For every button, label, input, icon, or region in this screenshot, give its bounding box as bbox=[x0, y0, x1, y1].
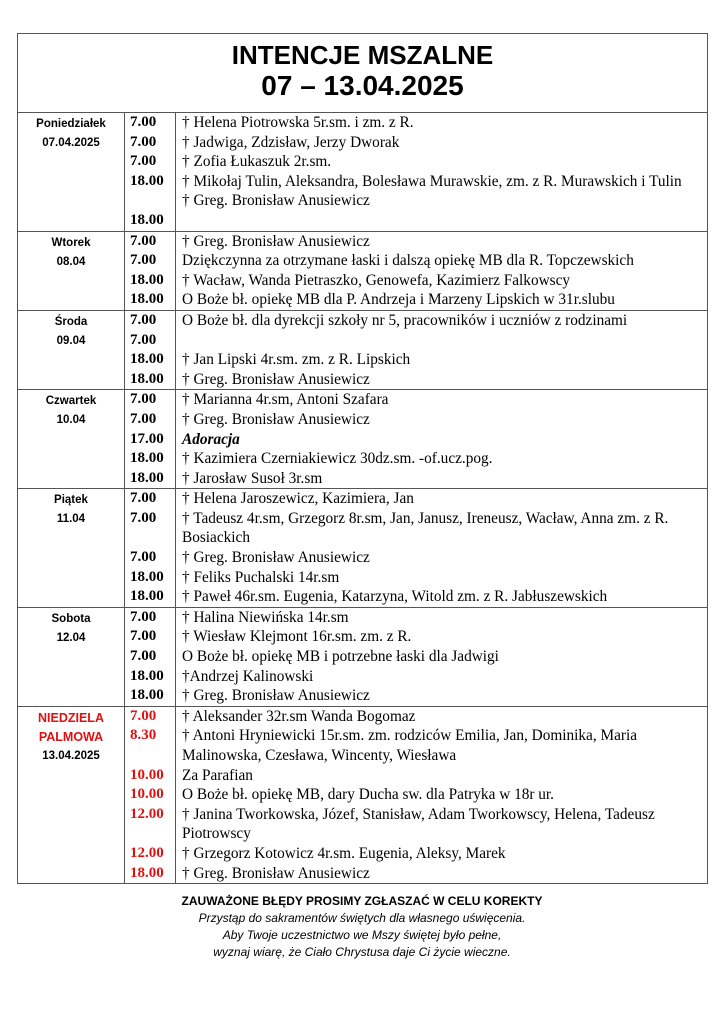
mass-time: 10.00 bbox=[130, 766, 164, 783]
day-row bbox=[18, 113, 708, 232]
mass-time: 7.00 bbox=[130, 628, 157, 645]
day-cell bbox=[18, 607, 125, 706]
mass-time: 7.00 bbox=[130, 232, 157, 249]
intention-text: † Paweł 46r.sm. Eugenia, Katarzyna, Witold zm. z R. Jabłuszewskich bbox=[182, 588, 608, 606]
intention-text: † Marianna 4r.sm, Antoni Szafara bbox=[182, 391, 389, 409]
mass-time: 7.00 bbox=[130, 549, 157, 566]
times-cell bbox=[125, 113, 176, 232]
footer bbox=[0, 893, 724, 961]
intention-text: O Boże bł. dla dyrekcji szkoły nr 5, pracowników i uczniów z rodzinami bbox=[182, 311, 628, 329]
footer-heading: ZAUWAŻONE BŁĘDY PROSIMY ZGŁASZAĆ W CELU KOREKTY bbox=[181, 894, 543, 908]
day-date: 09.04 bbox=[56, 334, 86, 347]
day-row bbox=[18, 390, 708, 489]
day-cell bbox=[18, 310, 125, 389]
intentions-cell bbox=[176, 310, 708, 389]
intentions-table bbox=[17, 112, 708, 884]
mass-time: 18.00 bbox=[130, 450, 164, 467]
intention-text: † Greg. Bronisław Anusiewicz bbox=[182, 549, 370, 567]
mass-time: 18.00 bbox=[130, 568, 164, 585]
times-cell bbox=[125, 489, 176, 608]
intention-text: † Halina Niewińska 14r.sm bbox=[182, 608, 349, 626]
mass-time: 18.00 bbox=[130, 687, 164, 704]
day-cell bbox=[18, 113, 125, 232]
intention-text: † Helena Jaroszewicz, Kazimiera, Jan bbox=[182, 490, 414, 508]
mass-time: 18.00 bbox=[130, 667, 164, 684]
intention-text: †Andrzej Kalinowski bbox=[182, 667, 314, 685]
intention-text: O Boże bł. opiekę MB, dary Ducha sw. dla Patryka w 18r ur. bbox=[182, 786, 555, 804]
intention-text: Adoracja bbox=[182, 430, 240, 448]
intention-text: † Grzegorz Kotowicz 4r.sm. Eugenia, Aleksy, Marek bbox=[182, 844, 506, 862]
intention-text: † Greg. Bronisław Anusiewicz bbox=[182, 864, 370, 882]
mass-time: 18.00 bbox=[130, 271, 164, 288]
mass-time: 18.00 bbox=[130, 864, 164, 881]
mass-time: 7.00 bbox=[130, 133, 157, 150]
day-row bbox=[18, 310, 708, 389]
intention-text: † Wacław, Wanda Pietraszko, Genowefa, Kazimierz Falkowscy bbox=[182, 271, 571, 289]
intentions-cell bbox=[176, 390, 708, 489]
mass-time: 8.30 bbox=[130, 727, 157, 744]
mass-time: 18.00 bbox=[130, 172, 164, 189]
mass-time: 7.00 bbox=[130, 410, 157, 427]
day-name: Wtorek bbox=[51, 236, 91, 249]
intention-text: † Janina Tworkowska, Józef, Stanisław, Adam Tworkowscy, Helena, Tadeusz Piotrowscy bbox=[182, 805, 655, 843]
day-name: Czwartek bbox=[45, 395, 97, 408]
intention-text: Za Parafian bbox=[182, 766, 253, 784]
intention-text: † Jadwiga, Zdzisław, Jerzy Dworak bbox=[182, 133, 400, 151]
mass-time: 7.00 bbox=[130, 311, 157, 328]
day-row bbox=[18, 607, 708, 706]
times-cell bbox=[125, 607, 176, 706]
intention-text: † Mikołaj Tulin, Aleksandra, Bolesława Murawskie, zm. z R. Murawskich i Tulin bbox=[182, 172, 682, 190]
mass-time: 7.00 bbox=[130, 331, 157, 348]
day-row bbox=[18, 231, 708, 310]
mass-time: 7.00 bbox=[130, 707, 157, 724]
mass-time: 7.00 bbox=[130, 252, 157, 269]
day-name: Piątek bbox=[54, 494, 88, 507]
footer-line: wyznaj wiarę, że Ciało Chrystusa daje Ci życie wieczne. bbox=[213, 945, 511, 959]
page-title: INTENCJE MSZALNE bbox=[231, 40, 494, 70]
intention-text bbox=[176, 331, 707, 351]
day-date: 07.04.2025 bbox=[42, 137, 100, 149]
mass-time: 7.00 bbox=[130, 490, 157, 507]
mass-time: 18.00 bbox=[130, 351, 164, 368]
intention-text: † Feliks Puchalski 14r.sm bbox=[182, 568, 340, 586]
intention-text: † Greg. Bronisław Anusiewicz bbox=[182, 192, 370, 210]
intention-text: O Boże bł. opiekę MB i potrzebne łaski dla Jadwigi bbox=[182, 648, 499, 666]
intention-text: † Tadeusz 4r.sm, Grzegorz 8r.sm, Jan, Janusz, Ireneusz, Wacław, Anna zm. z R. Bosiackich bbox=[182, 509, 669, 547]
intentions-cell bbox=[176, 706, 708, 883]
intentions-cell bbox=[176, 231, 708, 310]
intention-text: † Wiesław Klejmont 16r.sm. zm. z R. bbox=[182, 628, 412, 646]
day-date: 11.04 bbox=[56, 513, 86, 526]
date-range-title: 07 – 13.04.2025 bbox=[261, 70, 464, 101]
mass-time: 7.00 bbox=[130, 153, 157, 170]
mass-time: 18.00 bbox=[130, 588, 164, 605]
intentions-cell bbox=[176, 113, 708, 232]
mass-time: 18.00 bbox=[130, 291, 164, 308]
intention-text: O Boże bł. opiekę MB dla P. Andrzeja i Marzeny Lipskich w 31r.slubu bbox=[182, 291, 615, 309]
footer-line: Przystąp do sakramentów świętych dla własnego uświęcenia. bbox=[198, 911, 526, 925]
times-cell bbox=[125, 706, 176, 883]
mass-time: 18.00 bbox=[130, 469, 164, 486]
day-name: Poniedziałek bbox=[36, 118, 106, 130]
intentions-cell bbox=[176, 489, 708, 608]
intention-text: † Greg. Bronisław Anusiewicz bbox=[182, 410, 370, 428]
mass-time: 12.00 bbox=[130, 844, 164, 861]
mass-time: 18.00 bbox=[130, 370, 164, 387]
day-name: Środa bbox=[54, 315, 88, 328]
intention-text: † Kazimiera Czerniakiewicz 30dz.sm. -of.ucz.pog. bbox=[182, 450, 493, 468]
times-cell bbox=[125, 231, 176, 310]
day-date: 12.04 bbox=[56, 631, 86, 644]
day-date: 13.04.2025 bbox=[42, 749, 100, 762]
day-name: NIEDZIELA PALMOWA bbox=[38, 710, 104, 744]
mass-time: 7.00 bbox=[130, 509, 157, 526]
footer-line: Aby Twoje uczestnictwo we Mszy świętej było pełne, bbox=[222, 928, 502, 942]
mass-intentions-sheet bbox=[17, 33, 708, 884]
day-cell bbox=[18, 489, 125, 608]
intention-text: † Greg. Bronisław Anusiewicz bbox=[182, 370, 370, 388]
day-date: 10.04 bbox=[56, 414, 86, 427]
day-cell bbox=[18, 706, 125, 883]
intention-text: † Greg. Bronisław Anusiewicz bbox=[182, 687, 370, 705]
mass-time: 18.00 bbox=[130, 211, 164, 228]
intention-text: † Zofia Łukaszuk 2r.sm. bbox=[182, 153, 332, 171]
intention-text: † Antoni Hryniewicki 15r.sm. zm. rodziców Emilia, Jan, Dominika, Maria Malinowska, Czesława, Wincenty, Wiesława bbox=[182, 727, 637, 764]
day-row bbox=[18, 706, 708, 883]
intention-text: † Greg. Bronisław Anusiewicz bbox=[182, 232, 370, 250]
mass-time: 7.00 bbox=[130, 608, 157, 625]
intentions-cell bbox=[176, 607, 708, 706]
title-box bbox=[17, 33, 708, 112]
mass-time: 12.00 bbox=[130, 805, 164, 822]
day-name: Sobota bbox=[51, 612, 91, 625]
mass-time: 7.00 bbox=[130, 114, 157, 130]
day-cell bbox=[18, 390, 125, 489]
times-cell bbox=[125, 310, 176, 389]
mass-time: 7.00 bbox=[130, 391, 157, 408]
intention-text: † Jarosław Susoł 3r.sm bbox=[182, 469, 323, 487]
mass-time: 10.00 bbox=[130, 786, 164, 803]
mass-time: 17.00 bbox=[130, 430, 164, 447]
day-cell bbox=[18, 231, 125, 310]
intention-text: † Helena Piotrowska 5r.sm. i zm. z R. bbox=[182, 114, 414, 131]
intention-text: Dziękczynna za otrzymane łaski i dalszą opiekę MB dla R. Topczewskich bbox=[182, 252, 634, 270]
mass-time: 7.00 bbox=[130, 648, 157, 665]
day-date: 08.04 bbox=[56, 255, 86, 268]
times-cell bbox=[125, 390, 176, 489]
intention-text: † Jan Lipski 4r.sm. zm. z R. Lipskich bbox=[182, 351, 411, 369]
intention-text: † Aleksander 32r.sm Wanda Bogomaz bbox=[182, 707, 416, 725]
day-row bbox=[18, 489, 708, 608]
